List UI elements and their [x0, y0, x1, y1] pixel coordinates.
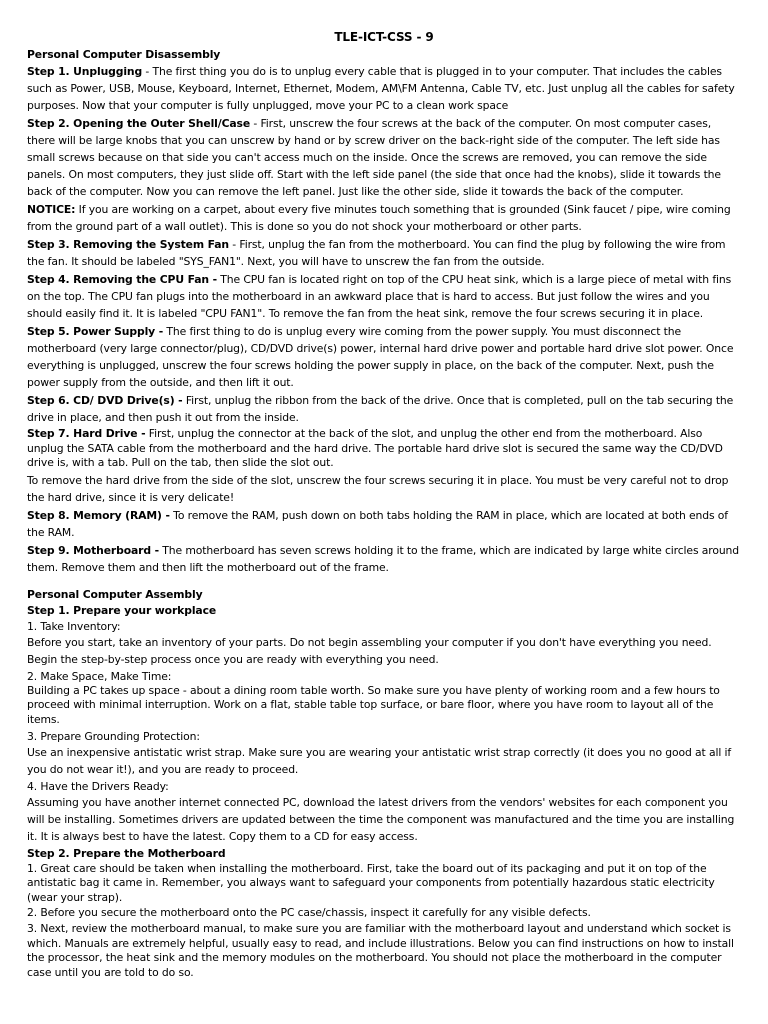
step-label: Step 9. Motherboard - [27, 543, 159, 557]
step-text: The CPU fan is located right on top of the CPU heat sink, which is a large piece of metal with fins on the top. The CPU fan plugs into the motherboard in an awkward place that is hard to access. But just follow the wires and you should easily find it. It is labeled "CPU FAN1". To remove the fan from the heat sink, remove the four screws securing it in place. [27, 273, 732, 320]
disassembly-step-8 [27, 507, 741, 541]
step-text: - First, unplug the fan from the motherboard. You can find the plug by following the wire from the fan. It should be labeled "SYS_FAN1". Next, you will have to unscrew the fan from the outside. [27, 238, 726, 268]
disassembly-step-1 [27, 63, 741, 114]
section-spacer [27, 577, 741, 587]
disassembly-step-4 [27, 271, 741, 322]
disassembly-heading: Personal Computer Disassembly [27, 48, 221, 61]
assembly-subheading-grounding: 3. Prepare Grounding Protection: [27, 729, 200, 743]
step-label: Step 5. Power Supply - [27, 325, 164, 338]
step-label: Step 2. Opening the Outer Shell/Case [27, 117, 251, 130]
disassembly-step-3 [27, 236, 741, 270]
assembly-subheading-drivers: 4. Have the Drivers Ready: [27, 779, 169, 793]
step-text: The motherboard has seven screws holding it to the frame, which are indicated by large white circles around them. Remove them and then lift the motherboard out of the frame. [27, 543, 740, 574]
step-text: To remove the hard drive from the side of the slot, unscrew the four screws securing it in place. You must be very careful not to drop the hard drive, since it is very delicate! [27, 473, 729, 504]
motherboard-item-1: 1. Great care should be taken when installing the motherboard. First, take the board out of its packaging and put it on top of the antistatic bag it came in. Remember, you always want to safeguard your components from potentially hazardous static electricity (wear your strap). [27, 861, 715, 904]
disassembly-step-6 [27, 392, 741, 426]
assembly-text-space: Building a PC takes up space - about a dining room table worth. So make sure you have plenty of working room and a few hours to proceed with minimal interruption. Work on a flat, stable table top surface, or bare floor, where you have room to layout all of the items. [27, 683, 720, 726]
motherboard-item-3: 3. Next, review the motherboard manual, to make sure you are familiar with the motherboard layout and understand which socket is which. Manuals are extremely helpful, usually easy to read, and include illustrations. Below you can find instructions on how to install the processor, the heat sink and the memory modules on the motherboard. You should not place the motherboard in the computer case until you are told to do so. [27, 921, 734, 979]
step-text: First, unplug the ribbon from the back of the drive. Once that is completed, pull on the tab securing the drive in place, and then push it out from the inside. [27, 394, 734, 424]
motherboard-item-2: 2. Before you secure the motherboard onto the PC case/chassis, inspect it carefully for any visible defects. [27, 906, 591, 920]
step-label: Step 8. Memory (RAM) - [27, 508, 170, 522]
assembly-text-grounding: Use an inexpensive antistatic wrist strap. Make sure you are wearing your antistatic wrist strap correctly (it does you no good at all if you do not wear it!), and you are ready to proceed. [27, 745, 732, 776]
disassembly-step-2 [27, 115, 741, 200]
step-label: Step 4. Removing the CPU Fan - [27, 273, 217, 286]
assembly-text-drivers: Assuming you have another internet connected PC, download the latest drivers from the vendors' websites for each component you will be installing. Sometimes drivers are updated between the time the component was manufactured and the time you are installing it. It is always best to have the latest. Copy them to a CD for easy access. [27, 795, 735, 843]
assembly-heading: Personal Computer Assembly [27, 587, 203, 601]
disassembly-notice [27, 201, 741, 235]
step-label: Step 7. Hard Drive - [27, 427, 146, 440]
disassembly-step-9 [27, 542, 741, 576]
assembly-step-1-heading: Step 1. Prepare your workplace [27, 603, 217, 617]
assembly-subheading-inventory: 1. Take Inventory: [27, 619, 121, 633]
step-text: The first thing to do is unplug every wire coming from the power supply. You must disconnect the motherboard (very large connector/plug), CD/DVD drive(s) power, internal hard drive power and portable hard drive slot power. Once everything is unplugged, unscrew the four screws holding the power supply in place, on the back of the computer. Next, push the power supply from the outside, and then lift it out. [27, 325, 734, 389]
step-text: To remove the RAM, push down on both tabs holding the RAM in place, which are located at both ends of the RAM. [27, 508, 728, 539]
step-text: - First, unscrew the four screws at the back of the computer. On most computer cases, there will be large knobs that you can unscrew by hand or by screw driver on the back-right side of the computer. The left side has small screws because on that side you can't access much on the inside. Once the screws are removed, you can remove the side panels. On most computers, they just slide off. Start with the left side panel (the side that once had the knobs), slide it towards the back of the computer. Now you can remove the left panel. Just like the other side, slide it towards the back of the computer. [27, 117, 721, 198]
step-text: First, unplug the connector at the back of the slot, and unplug the other end from the motherboard. Also unplug the SATA cable from the motherboard and the hard drive. The portable hard drive slot is secured the same way the CD/DVD drive is, with a tab. Pull on the tab, then slide the slot out. [27, 427, 723, 470]
document-title: TLE-ICT-CSS - 9 [334, 30, 434, 44]
notice-text: If you are working on a carpet, about every five minutes touch something that is grounded (Sink faucet / pipe, wire coming from the ground part of a wall outlet). This is done so you do not shock your motherboard or other parts. [27, 203, 731, 233]
assembly-text-inventory: Before you start, take an inventory of your parts. Do not begin assembling your computer if you don't have everything you need. Begin the step-by-step process once you are ready with everything you need. [27, 635, 712, 666]
notice-label: NOTICE: [27, 203, 76, 216]
assembly-step-2-heading: Step 2. Prepare the Motherboard [27, 846, 226, 860]
step-label: Step 6. CD/ DVD Drive(s) - [27, 394, 183, 407]
step-text: - The first thing you do is to unplug every cable that is plugged in to your computer. That includes the cables such as Power, USB, Mouse, Keyboard, Internet, Ethernet, Modem, AM\FM Antenna, Cable TV, etc. Just unplug all the cables for safety purposes. Now that your computer is fully unplugged, move your PC to a clean work space [27, 65, 735, 112]
step-label: Step 1. Unplugging [27, 65, 143, 78]
disassembly-step-5 [27, 323, 741, 391]
assembly-subheading-space: 2. Make Space, Make Time: [27, 669, 172, 683]
disassembly-step-7-continued [27, 472, 741, 506]
disassembly-step-7 [27, 427, 741, 471]
step-label: Step 3. Removing the System Fan [27, 238, 229, 251]
